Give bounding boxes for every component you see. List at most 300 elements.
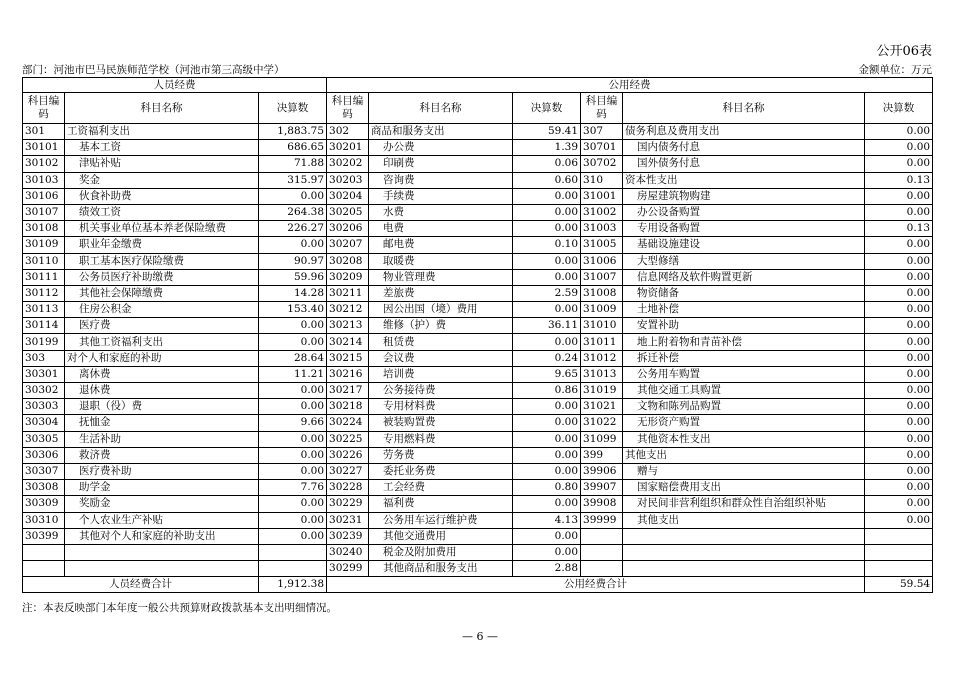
name-cell: 手续费 <box>369 188 513 204</box>
table-row <box>23 172 933 188</box>
code-cell: 30211 <box>327 285 369 301</box>
name-cell: 邮电费 <box>369 237 513 253</box>
code-cell: 30207 <box>327 237 369 253</box>
amount-cell: 0.00 <box>865 188 933 204</box>
code-cell: 30218 <box>327 399 369 415</box>
amount-cell: 0.00 <box>865 140 933 156</box>
public-total-value: 59.54 <box>865 577 933 593</box>
name-cell: 专用材料费 <box>369 399 513 415</box>
name-cell: 房屋建筑物购建 <box>623 188 865 204</box>
table-row <box>23 318 933 334</box>
code-cell: 31011 <box>581 334 623 350</box>
col-amount-header: 决算数 <box>259 93 327 124</box>
amount-cell: 14.28 <box>259 285 327 301</box>
table-row <box>23 431 933 447</box>
amount-cell: 0.10 <box>513 237 581 253</box>
name-cell: 抚恤金 <box>65 415 259 431</box>
name-cell <box>623 561 865 577</box>
code-cell: 30307 <box>23 463 65 479</box>
table-row <box>23 399 933 415</box>
name-cell: 委托业务费 <box>369 463 513 479</box>
amount-cell <box>259 544 327 560</box>
amount-cell: 0.00 <box>513 334 581 350</box>
amount-cell: 0.00 <box>865 269 933 285</box>
col-name-header: 科目名称 <box>369 93 513 124</box>
code-cell: 30107 <box>23 204 65 220</box>
code-cell: 30310 <box>23 512 65 528</box>
name-cell: 奖励金 <box>65 496 259 512</box>
name-cell: 专用设备购置 <box>623 221 865 237</box>
expenditure-table <box>22 77 933 593</box>
name-cell: 印刷费 <box>369 156 513 172</box>
amount-cell: 0.00 <box>865 318 933 334</box>
name-cell: 医疗费补助 <box>65 463 259 479</box>
amount-cell: 0.00 <box>259 431 327 447</box>
name-cell: 拆迁补偿 <box>623 350 865 366</box>
code-cell: 31005 <box>581 237 623 253</box>
name-cell: 公务接待费 <box>369 383 513 399</box>
form-code: 公开06表 <box>876 44 932 59</box>
table-row <box>23 528 933 544</box>
amount-cell: 0.00 <box>259 318 327 334</box>
amount-cell: 0.00 <box>865 431 933 447</box>
name-cell: 债务利息及费用支出 <box>623 124 865 140</box>
amount-cell: 0.00 <box>513 496 581 512</box>
code-cell: 30213 <box>327 318 369 334</box>
amount-cell: 0.00 <box>513 528 581 544</box>
code-cell: 39908 <box>581 496 623 512</box>
amount-cell: 0.86 <box>513 383 581 399</box>
amount-cell: 0.00 <box>865 302 933 318</box>
amount-cell: 0.80 <box>513 480 581 496</box>
name-cell: 国内债务付息 <box>623 140 865 156</box>
name-cell: 因公出国（境）费用 <box>369 302 513 318</box>
totals-row <box>23 577 933 593</box>
amount-cell: 0.00 <box>259 463 327 479</box>
code-cell: 31002 <box>581 204 623 220</box>
code-cell: 30308 <box>23 480 65 496</box>
code-cell: 31001 <box>581 188 623 204</box>
code-cell: 30399 <box>23 528 65 544</box>
name-cell: 赠与 <box>623 463 865 479</box>
amount-cell: 0.00 <box>865 237 933 253</box>
table-row <box>23 156 933 172</box>
code-cell: 30226 <box>327 447 369 463</box>
code-cell: 30299 <box>327 561 369 577</box>
name-cell: 劳务费 <box>369 447 513 463</box>
amount-cell: 0.00 <box>865 463 933 479</box>
col-name-header: 科目名称 <box>65 93 259 124</box>
amount-cell: 0.00 <box>513 463 581 479</box>
code-cell: 30209 <box>327 269 369 285</box>
code-cell: 30103 <box>23 172 65 188</box>
name-cell: 工资福利支出 <box>65 124 259 140</box>
name-cell: 办公费 <box>369 140 513 156</box>
name-cell: 物业管理费 <box>369 269 513 285</box>
amount-cell <box>865 561 933 577</box>
code-cell: 30202 <box>327 156 369 172</box>
name-cell: 差旅费 <box>369 285 513 301</box>
col-code-header: 科目编码 <box>23 93 65 124</box>
code-cell: 31009 <box>581 302 623 318</box>
amount-cell: 315.97 <box>259 172 327 188</box>
amount-cell: 0.00 <box>865 383 933 399</box>
name-cell: 公务用车运行维护费 <box>369 512 513 528</box>
table-note: 注：本表反映部门本年度一般公共预算财政拨款基本支出明细情况。 <box>22 602 337 614</box>
name-cell: 其他支出 <box>623 512 865 528</box>
code-cell <box>23 561 65 577</box>
amount-cell: 0.00 <box>865 399 933 415</box>
code-cell: 30108 <box>23 221 65 237</box>
amount-cell: 0.00 <box>513 431 581 447</box>
code-cell: 30228 <box>327 480 369 496</box>
amount-cell: 9.65 <box>513 366 581 382</box>
amount-cell: 0.00 <box>865 156 933 172</box>
code-cell: 30231 <box>327 512 369 528</box>
table-row <box>23 447 933 463</box>
amount-cell: 1.39 <box>513 140 581 156</box>
amount-cell: 0.00 <box>865 512 933 528</box>
amount-cell: 0.06 <box>513 156 581 172</box>
amount-cell: 4.13 <box>513 512 581 528</box>
name-cell: 文物和陈列品购置 <box>623 399 865 415</box>
amount-cell: 0.00 <box>259 383 327 399</box>
amount-cell: 0.00 <box>865 285 933 301</box>
table-row <box>23 204 933 220</box>
name-cell: 退职（役）费 <box>65 399 259 415</box>
code-cell <box>581 544 623 560</box>
amount-cell: 0.00 <box>513 221 581 237</box>
code-cell: 30201 <box>327 140 369 156</box>
name-cell: 咨询费 <box>369 172 513 188</box>
name-cell <box>623 544 865 560</box>
amount-cell: 0.00 <box>259 237 327 253</box>
name-cell: 国外债务付息 <box>623 156 865 172</box>
amount-cell: 0.00 <box>513 544 581 560</box>
name-cell: 奖金 <box>65 172 259 188</box>
amount-cell: 0.00 <box>259 399 327 415</box>
code-cell: 30216 <box>327 366 369 382</box>
amount-cell: 36.11 <box>513 318 581 334</box>
name-cell: 租赁费 <box>369 334 513 350</box>
amount-cell: 7.76 <box>259 480 327 496</box>
name-cell: 其他资本性支出 <box>623 431 865 447</box>
table-row <box>23 237 933 253</box>
col-amount-header: 决算数 <box>513 93 581 124</box>
table-row <box>23 124 933 140</box>
code-cell: 310 <box>581 172 623 188</box>
code-cell: 31099 <box>581 431 623 447</box>
amount-cell: 0.00 <box>259 188 327 204</box>
name-cell: 信息网络及软件购置更新 <box>623 269 865 285</box>
code-cell: 30239 <box>327 528 369 544</box>
col-amount-header: 决算数 <box>865 93 933 124</box>
table-row <box>23 334 933 350</box>
amount-cell: 59.96 <box>259 269 327 285</box>
code-cell: 30205 <box>327 204 369 220</box>
name-cell: 其他交通费用 <box>369 528 513 544</box>
code-cell: 31013 <box>581 366 623 382</box>
name-cell: 退休费 <box>65 383 259 399</box>
amount-cell: 0.00 <box>259 528 327 544</box>
amount-cell: 0.00 <box>513 269 581 285</box>
name-cell: 公务用车购置 <box>623 366 865 382</box>
amount-cell: 2.59 <box>513 285 581 301</box>
code-cell: 30215 <box>327 350 369 366</box>
table-row <box>23 463 933 479</box>
code-cell <box>23 544 65 560</box>
table-row <box>23 302 933 318</box>
name-cell: 资本性支出 <box>623 172 865 188</box>
table-row <box>23 269 933 285</box>
table-row <box>23 544 933 560</box>
code-cell: 30204 <box>327 188 369 204</box>
col-code-header: 科目编码 <box>327 93 369 124</box>
code-cell: 31021 <box>581 399 623 415</box>
name-cell: 住房公积金 <box>65 302 259 318</box>
name-cell: 取暖费 <box>369 253 513 269</box>
code-cell: 30227 <box>327 463 369 479</box>
name-cell: 救济费 <box>65 447 259 463</box>
group-personnel-header: 人员经费 <box>23 78 327 93</box>
code-cell: 30113 <box>23 302 65 318</box>
amount-cell <box>259 561 327 577</box>
code-cell: 30101 <box>23 140 65 156</box>
name-cell: 基础设施建设 <box>623 237 865 253</box>
code-cell: 30208 <box>327 253 369 269</box>
name-cell: 绩效工资 <box>65 204 259 220</box>
name-cell: 伙食补助费 <box>65 188 259 204</box>
amount-cell: 2.88 <box>513 561 581 577</box>
code-cell: 39906 <box>581 463 623 479</box>
code-cell: 31007 <box>581 269 623 285</box>
amount-cell: 153.40 <box>259 302 327 318</box>
amount-cell: 0.00 <box>513 188 581 204</box>
code-cell: 30305 <box>23 431 65 447</box>
name-cell: 土地补偿 <box>623 302 865 318</box>
amount-cell: 0.24 <box>513 350 581 366</box>
name-cell: 其他商品和服务支出 <box>369 561 513 577</box>
amount-cell <box>865 528 933 544</box>
table-row <box>23 221 933 237</box>
name-cell: 基本工资 <box>65 140 259 156</box>
amount-cell <box>865 544 933 560</box>
amount-cell: 0.00 <box>865 253 933 269</box>
code-cell: 30301 <box>23 366 65 382</box>
name-cell: 办公设备购置 <box>623 204 865 220</box>
name-cell: 国家赔偿费用支出 <box>623 480 865 496</box>
code-cell: 30304 <box>23 415 65 431</box>
code-cell: 30106 <box>23 188 65 204</box>
code-cell: 30203 <box>327 172 369 188</box>
code-cell: 31019 <box>581 383 623 399</box>
name-cell: 生活补助 <box>65 431 259 447</box>
code-cell <box>581 561 623 577</box>
personnel-total-value: 1,912.38 <box>259 577 327 593</box>
code-cell: 307 <box>581 124 623 140</box>
table-row <box>23 383 933 399</box>
name-cell: 被装购置费 <box>369 415 513 431</box>
code-cell: 39999 <box>581 512 623 528</box>
code-cell: 30224 <box>327 415 369 431</box>
amount-cell: 0.00 <box>259 496 327 512</box>
code-cell: 31003 <box>581 221 623 237</box>
page-number: — 6 — <box>462 630 498 643</box>
name-cell: 其他社会保障缴费 <box>65 285 259 301</box>
code-cell: 30229 <box>327 496 369 512</box>
code-cell: 31022 <box>581 415 623 431</box>
name-cell: 其他支出 <box>623 447 865 463</box>
code-cell: 30240 <box>327 544 369 560</box>
department-label: 部门：河池市巴马民族师范学校（河池市第三高级中学） <box>22 64 285 76</box>
code-cell: 30199 <box>23 334 65 350</box>
code-cell: 303 <box>23 350 65 366</box>
code-cell: 30702 <box>581 156 623 172</box>
name-cell: 安置补助 <box>623 318 865 334</box>
amount-cell: 0.60 <box>513 172 581 188</box>
code-cell: 30114 <box>23 318 65 334</box>
table-row <box>23 366 933 382</box>
public-total-label: 公用经费合计 <box>327 577 865 593</box>
name-cell: 助学金 <box>65 480 259 496</box>
code-cell: 301 <box>23 124 65 140</box>
amount-cell: 0.00 <box>865 447 933 463</box>
code-cell: 30217 <box>327 383 369 399</box>
code-cell: 30302 <box>23 383 65 399</box>
amount-cell: 0.00 <box>513 447 581 463</box>
amount-cell: 11.21 <box>259 366 327 382</box>
name-cell: 维修（护）费 <box>369 318 513 334</box>
table-row <box>23 496 933 512</box>
name-cell: 培训费 <box>369 366 513 382</box>
code-cell: 30701 <box>581 140 623 156</box>
name-cell: 工会经费 <box>369 480 513 496</box>
code-cell: 30206 <box>327 221 369 237</box>
code-cell: 31012 <box>581 350 623 366</box>
amount-cell: 0.00 <box>865 496 933 512</box>
table-row <box>23 140 933 156</box>
name-cell: 职工基本医疗保险缴费 <box>65 253 259 269</box>
table-body <box>23 124 933 577</box>
name-cell: 津贴补贴 <box>65 156 259 172</box>
amount-cell: 9.66 <box>259 415 327 431</box>
name-cell: 会议费 <box>369 350 513 366</box>
code-cell: 30112 <box>23 285 65 301</box>
name-cell: 福利费 <box>369 496 513 512</box>
code-cell: 30225 <box>327 431 369 447</box>
group-public-header: 公用经费 <box>327 78 933 93</box>
col-name-header: 科目名称 <box>623 93 865 124</box>
name-cell: 公务员医疗补助缴费 <box>65 269 259 285</box>
code-cell: 39907 <box>581 480 623 496</box>
code-cell: 30109 <box>23 237 65 253</box>
amount-cell: 0.00 <box>865 124 933 140</box>
amount-cell: 686.65 <box>259 140 327 156</box>
name-cell: 物资储备 <box>623 285 865 301</box>
name-cell: 大型修缮 <box>623 253 865 269</box>
name-cell: 职业年金缴费 <box>65 237 259 253</box>
code-cell: 31006 <box>581 253 623 269</box>
name-cell: 税金及附加费用 <box>369 544 513 560</box>
amount-cell: 0.00 <box>259 334 327 350</box>
name-cell: 离休费 <box>65 366 259 382</box>
name-cell: 其他工资福利支出 <box>65 334 259 350</box>
code-cell: 30110 <box>23 253 65 269</box>
name-cell: 专用燃料费 <box>369 431 513 447</box>
amount-cell: 264.38 <box>259 204 327 220</box>
amount-cell: 90.97 <box>259 253 327 269</box>
code-cell: 30214 <box>327 334 369 350</box>
table-row <box>23 285 933 301</box>
name-cell: 其他对个人和家庭的补助支出 <box>65 528 259 544</box>
code-cell: 30102 <box>23 156 65 172</box>
table-row <box>23 253 933 269</box>
amount-cell: 0.00 <box>513 204 581 220</box>
code-cell: 31010 <box>581 318 623 334</box>
code-cell: 30212 <box>327 302 369 318</box>
amount-cell: 0.00 <box>865 480 933 496</box>
code-cell: 30303 <box>23 399 65 415</box>
amount-cell: 0.00 <box>513 302 581 318</box>
amount-cell: 28.64 <box>259 350 327 366</box>
amount-cell: 0.00 <box>865 366 933 382</box>
name-cell: 无形资产购置 <box>623 415 865 431</box>
table-row <box>23 561 933 577</box>
name-cell: 商品和服务支出 <box>369 124 513 140</box>
code-cell <box>581 528 623 544</box>
amount-cell: 0.00 <box>513 253 581 269</box>
name-cell: 机关事业单位基本养老保险缴费 <box>65 221 259 237</box>
table-row <box>23 415 933 431</box>
amount-cell: 0.00 <box>865 415 933 431</box>
name-cell: 电费 <box>369 221 513 237</box>
personnel-total-label: 人员经费合计 <box>23 577 259 593</box>
unit-label: 金额单位：万元 <box>858 64 932 76</box>
col-code-header: 科目编码 <box>581 93 623 124</box>
amount-cell: 226.27 <box>259 221 327 237</box>
amount-cell: 0.00 <box>513 415 581 431</box>
table-row <box>23 188 933 204</box>
name-cell <box>623 528 865 544</box>
amount-cell: 0.13 <box>865 172 933 188</box>
name-cell <box>65 544 259 560</box>
amount-cell: 0.00 <box>865 350 933 366</box>
amount-cell: 0.00 <box>513 399 581 415</box>
name-cell: 水费 <box>369 204 513 220</box>
amount-cell: 0.00 <box>259 512 327 528</box>
name-cell: 对个人和家庭的补助 <box>65 350 259 366</box>
name-cell <box>65 561 259 577</box>
code-cell: 30309 <box>23 496 65 512</box>
amount-cell: 71.88 <box>259 156 327 172</box>
code-cell: 30111 <box>23 269 65 285</box>
table-row <box>23 512 933 528</box>
table-row <box>23 350 933 366</box>
amount-cell: 59.41 <box>513 124 581 140</box>
name-cell: 个人农业生产补贴 <box>65 512 259 528</box>
name-cell: 对民间非营利组织和群众性自治组织补贴 <box>623 496 865 512</box>
code-cell: 30306 <box>23 447 65 463</box>
amount-cell: 0.00 <box>865 204 933 220</box>
code-cell: 399 <box>581 447 623 463</box>
amount-cell: 0.00 <box>259 447 327 463</box>
table-row <box>23 480 933 496</box>
name-cell: 医疗费 <box>65 318 259 334</box>
amount-cell: 1,883.75 <box>259 124 327 140</box>
amount-cell: 0.13 <box>865 221 933 237</box>
name-cell: 地上附着物和青苗补偿 <box>623 334 865 350</box>
code-cell: 302 <box>327 124 369 140</box>
